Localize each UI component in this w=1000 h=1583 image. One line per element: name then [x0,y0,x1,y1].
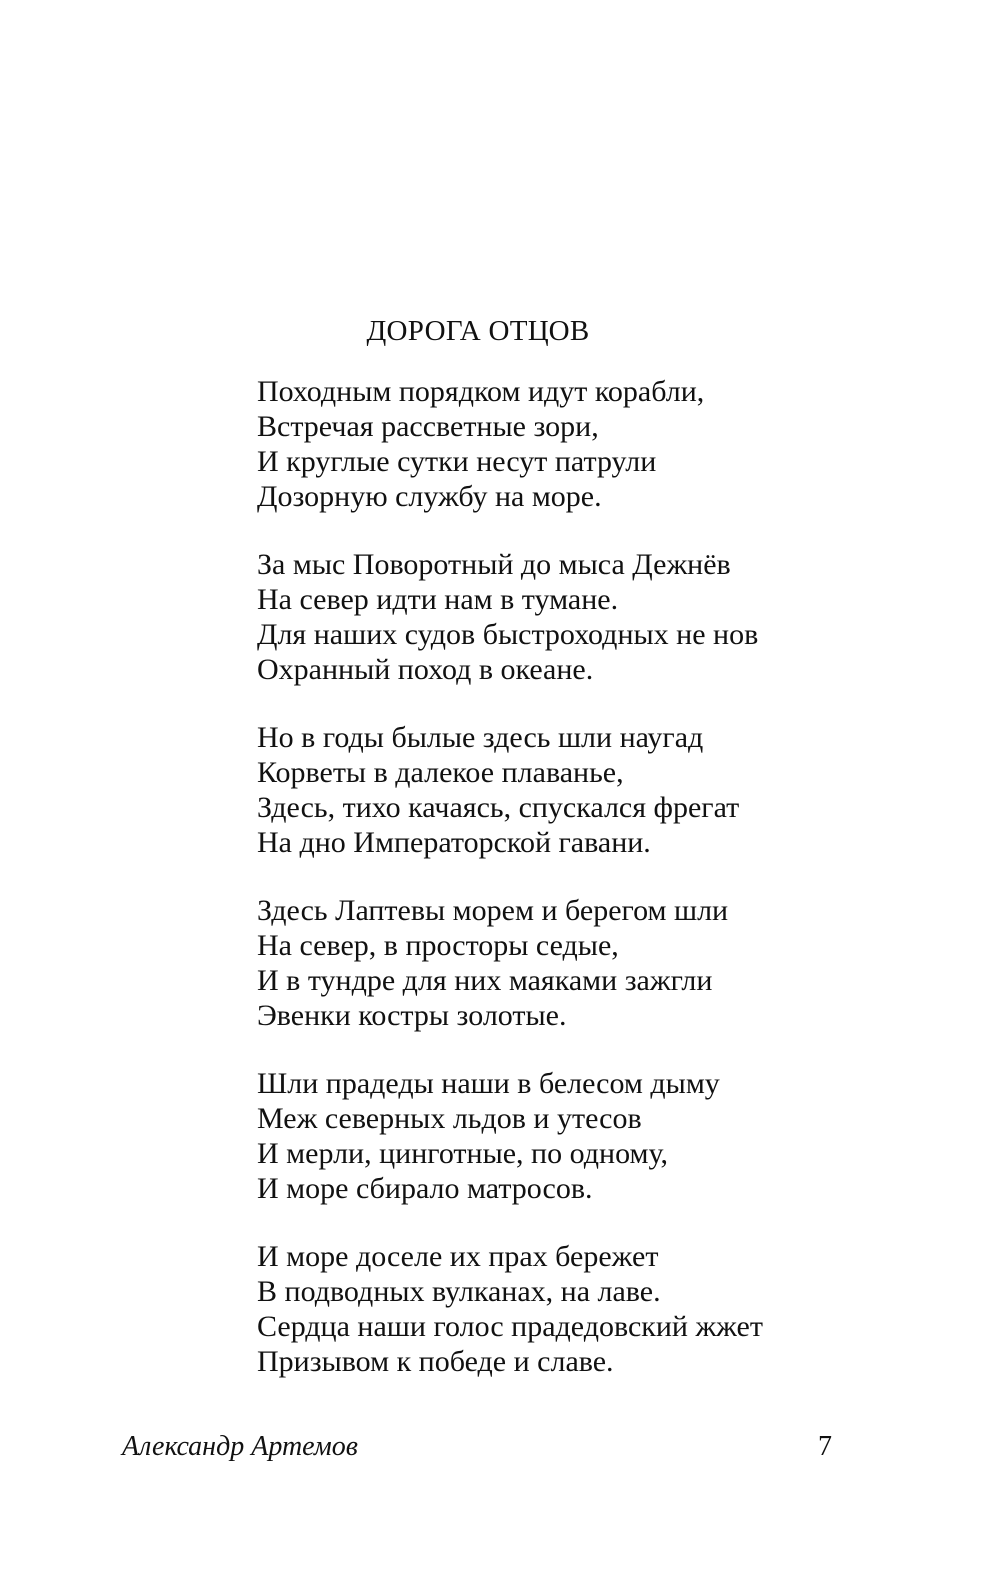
poem-body [257,374,877,1412]
page-number: 7 [818,1431,832,1462]
poem-line: Эвенки костры золотые. [257,999,567,1032]
poem-line: На дно Императорской гавани. [257,826,651,859]
poem-line: Но в годы былые здесь шли наугад [257,721,704,754]
poem-line: Корветы в далекое плаванье, [257,756,624,789]
footer-author: Александр Артемов [122,1431,358,1462]
poem-line: За мыс Поворотный до мыса Дежнёв [257,548,731,581]
poem-line: На север идти нам в тумане. [257,583,619,616]
stanza [257,374,877,514]
stanza [257,1239,877,1379]
stanza [257,547,877,687]
poem-line: Дозорную службу на море. [257,480,602,513]
poem-line: И море сбирало матросов. [257,1172,593,1205]
poem-line: Призывом к победе и славе. [257,1345,614,1378]
poem-line: Сердца наши голос прадедовский жжет [257,1310,763,1343]
poem-line: На север, в просторы седые, [257,929,619,962]
poem-line: И мерли, цинготные, по одному, [257,1137,668,1170]
poem-line: В подводных вулканах, на лаве. [257,1275,661,1308]
poem-line: Встречая рассветные зори, [257,410,599,443]
poem-line: Шли прадеды наши в белесом дыму [257,1067,720,1100]
stanza [257,893,877,1033]
stanza [257,720,877,860]
poem-title: ДОРОГА ОТЦОВ [366,315,590,347]
poem-line: Охранный поход в океане. [257,653,594,686]
poem-line: И в тундре для них маяками зажгли [257,964,713,997]
poem-line: Здесь, тихо качаясь, спускался фрегат [257,791,740,824]
poem-line: И море доселе их прах бережет [257,1240,659,1273]
poem-line: Здесь Лаптевы морем и берегом шли [257,894,729,927]
poem-line: И круглые сутки несут патрули [257,445,657,478]
poem-line: Походным порядком идут корабли, [257,375,705,408]
poem-line: Меж северных льдов и утесов [257,1102,642,1135]
poem-line: Для наших судов быстроходных не нов [257,618,759,651]
stanza [257,1066,877,1206]
